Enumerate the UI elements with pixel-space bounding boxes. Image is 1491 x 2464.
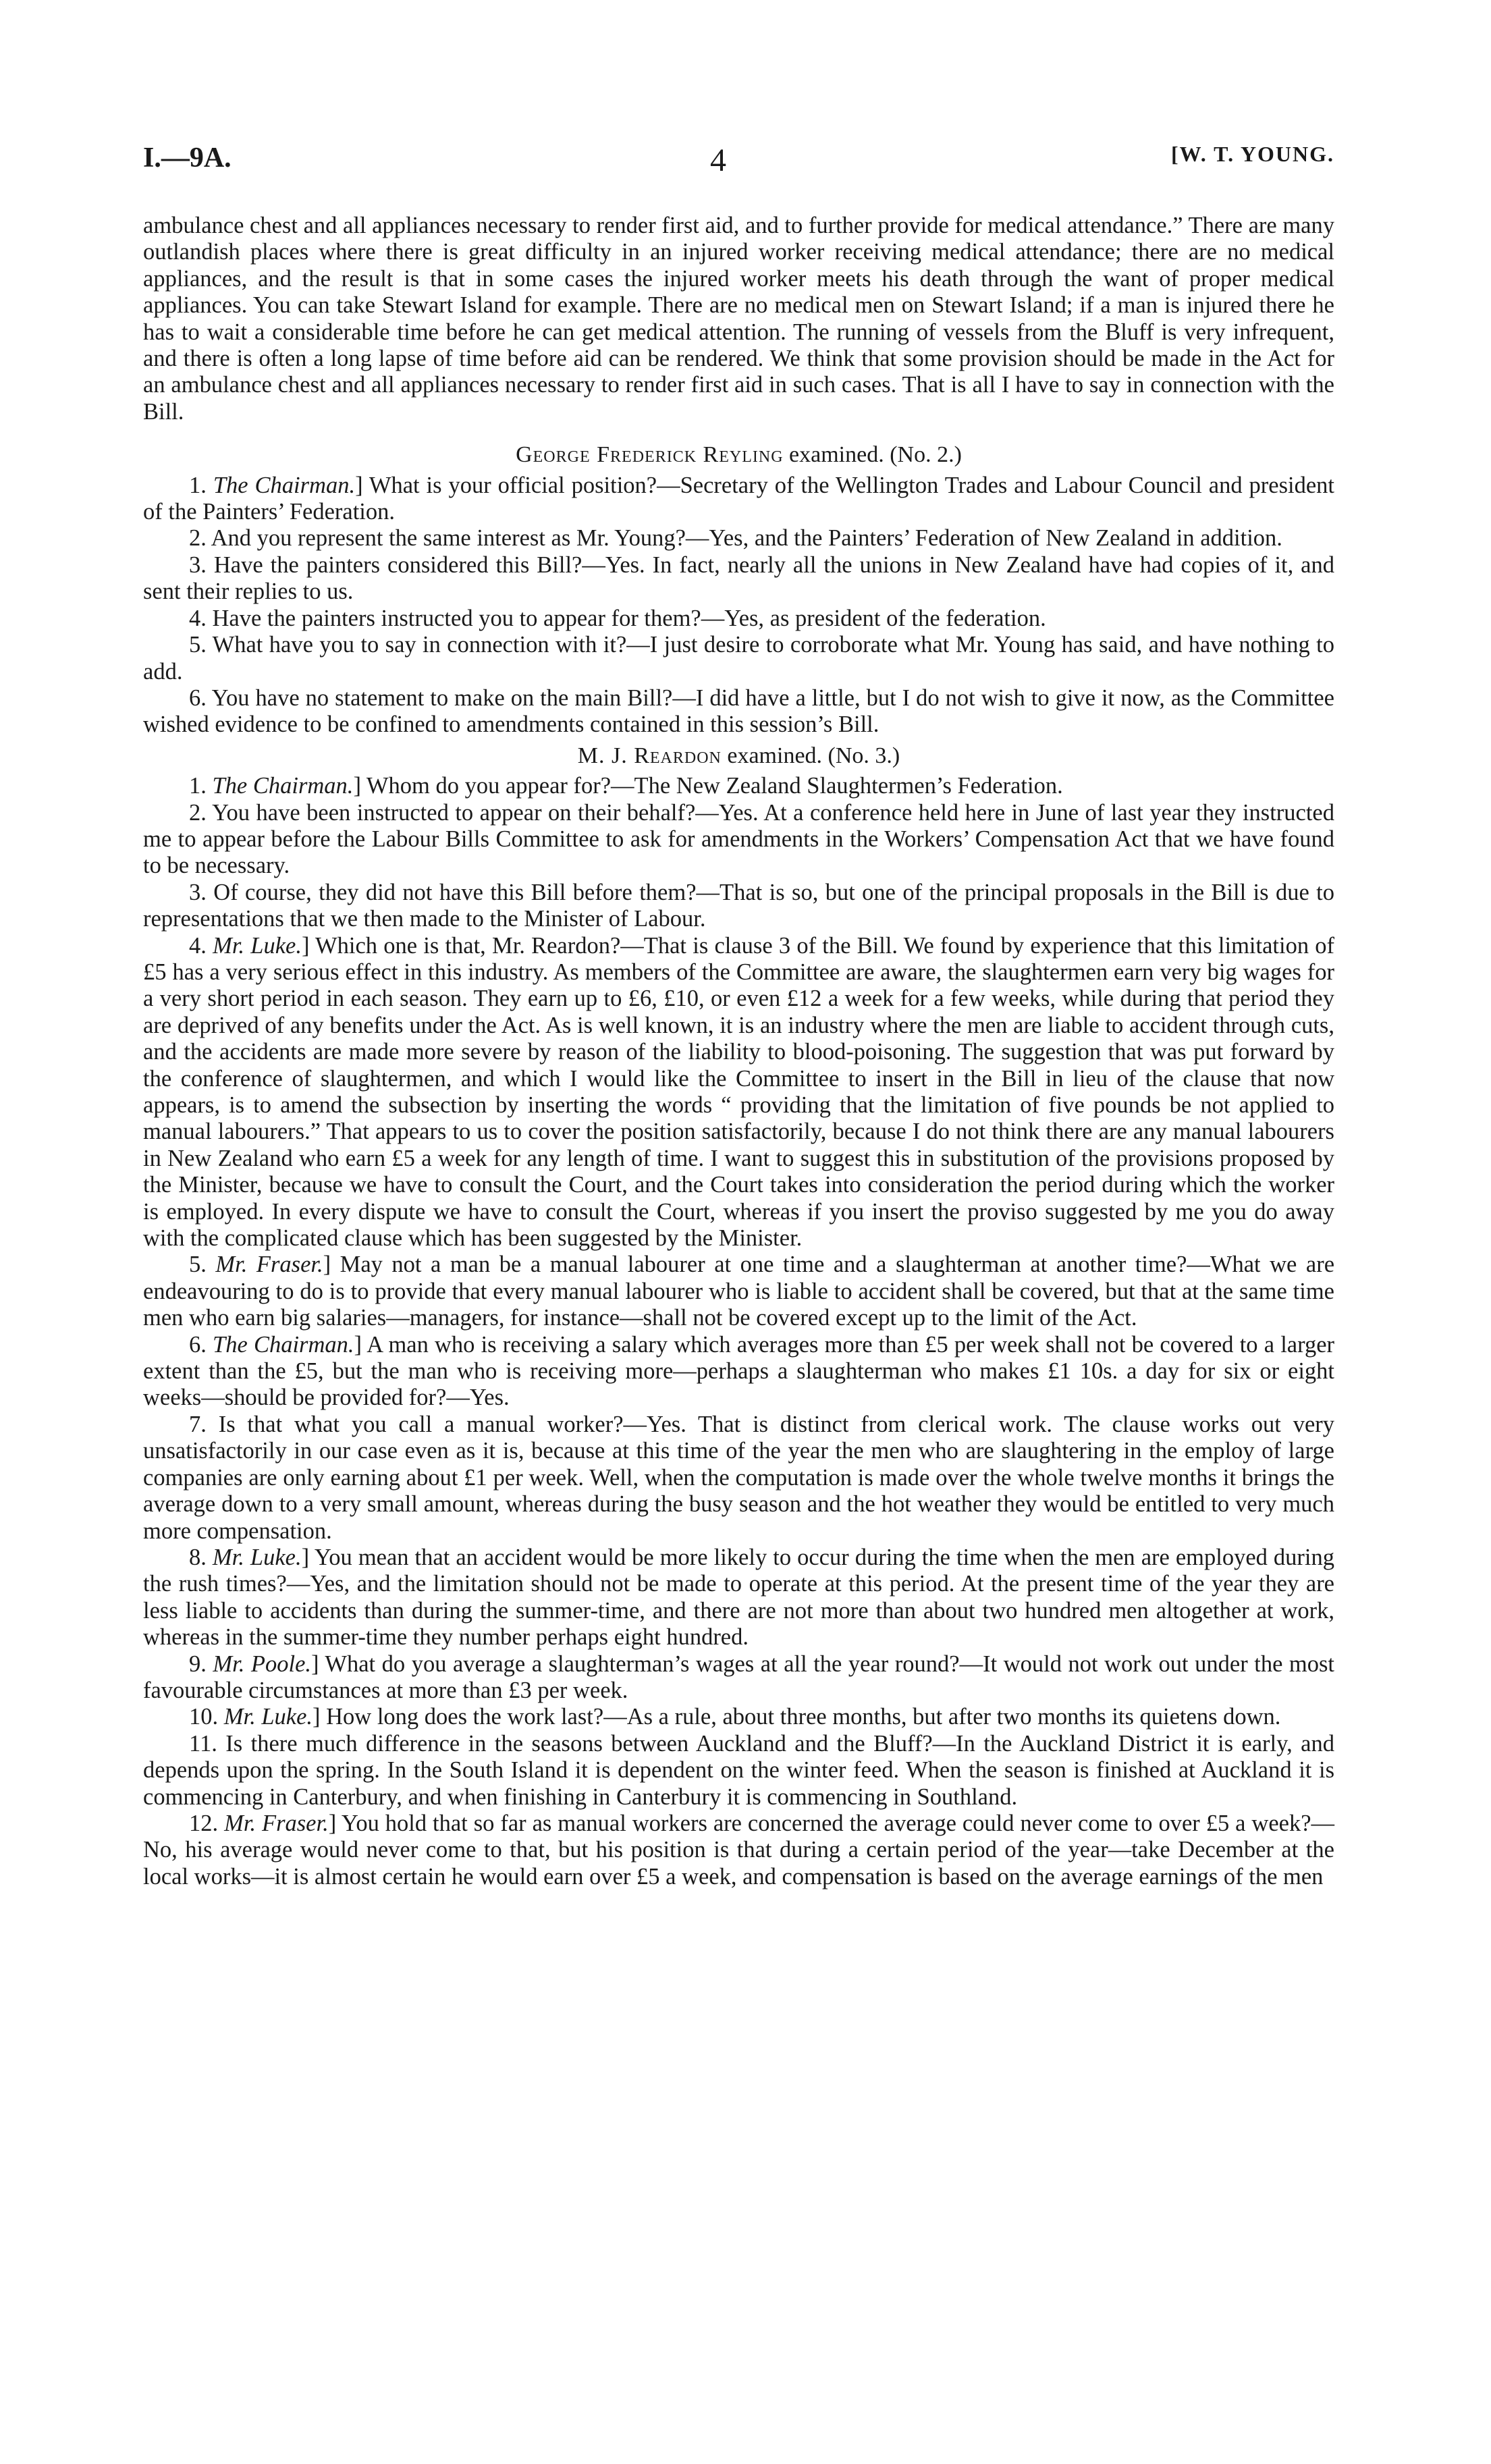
- question-paragraph: 6. You have no statement to make on the main Bill?—I did have a little, but I do not wish to give it now, as the Committee wished evidence to be confined to amendments contained in this session’s Bill.: [143, 685, 1334, 738]
- question-paragraph: 2. You have been instructed to appear on their behalf?—Yes. At a conference held here in June of last year they instructed me to appear before the Labour Bills Committee to ask for amendments in the Workers’ Compensation Act that we have found to be necessary.: [143, 799, 1334, 879]
- question-paragraph: 1. The Chairman.] Whom do you appear for?—The New Zealand Slaughtermen’s Federation.: [189, 773, 1063, 799]
- paper-reference: I.—9A.: [143, 142, 232, 173]
- question-paragraph: 3. Of course, they did not have this Bill before them?—That is so, but one of the principal proposals in the Bill is due to representations that we then made to the Minister of Labour.: [143, 879, 1334, 932]
- witness-name: George Frederick Reyling: [516, 442, 784, 468]
- section-reyling-questions: [143, 473, 1334, 739]
- question-paragraph: 9. Mr. Poole.] What do you average a slaughterman’s wages at all the year round?—It would not work out under the most favourable circumstances at more than £3 per week.: [143, 1651, 1335, 1703]
- heading-suffix: examined. (No. 2.): [783, 442, 962, 468]
- heading-suffix: examined. (No. 3.): [721, 743, 900, 768]
- witness-name: M. J. Reardon: [577, 743, 722, 768]
- question-paragraph: 1. The Chairman.] What is your official position?—Secretary of the Wellington Trades and Labour Council and president of the Painters’ Federation.: [143, 472, 1335, 525]
- question-paragraph: 7. Is that what you call a manual worker?—Yes. That is distinct from clerical work. The clause works out very unsatisfactorily in our case even as it is, because at this time of the year the men who are slaughtering in the employ of large companies are only earning about £1 per week. Well, when the computation is made over the whole twelve months it brings the average down to a very small amount, whereas during the busy season and the hot weather they would be entitled to very much more compensation.: [143, 1411, 1335, 1544]
- witness-reference: [W. T. YOUNG.: [1170, 142, 1334, 166]
- section-reardon-questions: [143, 773, 1334, 1890]
- question-paragraph: 5. Mr. Fraser.] May not a man be a manual labourer at one time and a slaughterman at another time?—What we are endeavouring to do is to provide that every manual labourer who is liable to accident shall be covered, but that at the same time men who earn big salaries—managers, for instance—shall not be covered except up to the limit of the Act.: [143, 1252, 1335, 1331]
- question-paragraph: 8. Mr. Luke.] You mean that an accident would be more likely to occur during the time when the men are employed during the rush times?—Yes, and the limitation should not be made to operate at this period. At the present time of the year they are less liable to accidents than during the summer-time, and there are not more than about two hundred men altogether at work, whereas in the summer-time they number perhaps eight hundred.: [143, 1544, 1334, 1651]
- question-paragraph: 3. Have the painters considered this Bill?—Yes. In fact, nearly all the unions in New Zealand have had copies of it, and sent their replies to us.: [143, 552, 1334, 605]
- page-number: 4: [710, 142, 726, 178]
- document-body: [143, 213, 1334, 1890]
- question-paragraph: 5. What have you to say in connection with it?—I just desire to corroborate what Mr. Young has said, and have nothing to add.: [143, 632, 1334, 685]
- question-paragraph: 4. Mr. Luke.] Which one is that, Mr. Reardon?—That is clause 3 of the Bill. We found by experience that this limitation of £5 has a very serious effect in this industry. As members of the Committee are aware, the slaughtermen earn very big wages for a very short period in each season. They earn up to £6, £10, or even £12 a week for a few weeks, while during that period they are deprived of any benefits under the Act. As is well known, it is an industry where the men are liable to accident through cuts, and the accidents are made more severe by reason of the liability to blood-poisoning. The suggestion that was put forward by the conference of slaughtermen, and which I would like the Committee to insert in the Bill in lieu of the clause that now appears, is to amend the subsection by inserting the words “ providing that the limitation of five pounds be not applied to manual labourers.” That appears to us to cover the position satisfactorily, because I do not think there are any manual labourers in New Zealand who earn £5 a week for any length of time. I want to suggest this in substitution of the provisions proposed by the Minister, because we have to consult the Court, and the Court takes into consideration the period during which the worker is employed. In every dispute we have to consult the Court, whereas if you insert the proviso suggested by me you do away with the complicated clause which has been suggested by the Minister.: [143, 932, 1335, 1252]
- question-paragraph: 4. Have the painters instructed you to appear for them?—Yes, as president of the federation.: [189, 605, 1046, 631]
- question-paragraph: 11. Is there much difference in the seasons between Auckland and the Bluff?—In the Auckland District it is early, and depends upon the spring. In the South Island it is dependent on the winter feed. When the season is finished at Auckland it is commencing in Canterbury, and when finishing in Canterbury it is commencing in Southland.: [143, 1730, 1334, 1810]
- question-paragraph: 12. Mr. Fraser.] You hold that so far as manual workers are concerned the average could never come to over £5 a week?—No, his average would never come to that, but his position is that during a certain period of the year—take December at the local works—it is almost certain he would earn over £5 a week, and compensation is based on the average earnings of the men: [143, 1810, 1335, 1890]
- section-heading-reardon: [143, 743, 1334, 769]
- question-paragraph: 10. Mr. Luke.] How long does the work last?—As a rule, about three months, but after two months its quietens down.: [189, 1704, 1281, 1730]
- intro-paragraph: ambulance chest and all appliances necessary to render first aid, and to further provide for medical attendance.” There are many outlandish places where there is great difficulty in an injured worker receiving medical attendance; there are no medical appliances, and the result is that in some cases the injured worker meets his death through the want of proper medical appliances. You can take Stewart Island for example. There are no medical men on Stewart Island; if a man is injured there he has to wait a considerable time before he can get medical attention. The running of vessels from the Bluff is very infrequent, and there is often a long lapse of time before aid can be rendered. We think that some provision should be made in the Act for an ambulance chest and all appliances necessary to render first aid in such cases. That is all I have to say in connection with the Bill.: [143, 213, 1334, 425]
- question-paragraph: 2. And you represent the same interest as Mr. Young?—Yes, and the Painters’ Federation of New Zealand in addition.: [189, 525, 1282, 552]
- section-heading-reyling: [143, 441, 1334, 468]
- page-header: [143, 142, 1334, 182]
- question-paragraph: 6. The Chairman.] A man who is receiving a salary which averages more than £5 per week shall not be covered to a larger extent than the £5, but the man who is receiving more—perhaps a slaughterman who makes £1 10s. a day for six or eight weeks—should be provided for?—Yes.: [143, 1331, 1335, 1411]
